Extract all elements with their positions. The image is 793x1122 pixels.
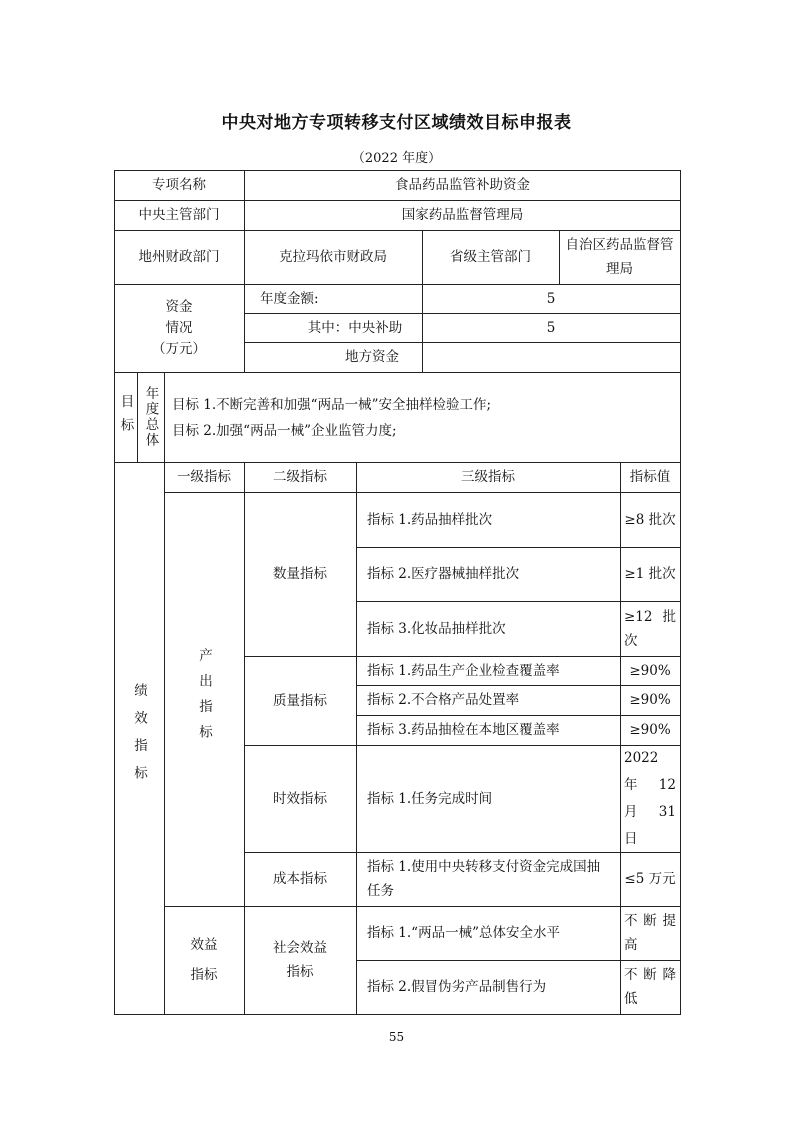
annual-amount-value: 5 [546, 290, 556, 307]
project-name-label: 专项名称 [152, 177, 206, 193]
central-dept-label: 中央主管部门 [138, 207, 220, 223]
perf-label: 绩效指标 [131, 683, 147, 793]
table-row-indicator: 指标 2.不合格产品处置率 [367, 692, 520, 708]
table-row-indicator: 指标 2.假冒伪劣产品制售行为 [367, 979, 547, 995]
table-row-value: ≤5 万元 [624, 871, 676, 887]
table-row-value: 2022 年 12 月 31 日 [624, 749, 676, 847]
funds-label: 资金 情况 （万元） [152, 298, 206, 357]
page-title: 中央对地方专项转移支付区域绩效目标申报表 [221, 113, 572, 133]
level2-cost: 成本指标 [273, 871, 327, 887]
goal-item: 目标 2.加强“两品一械”企业监管力度; [172, 423, 397, 439]
central-subsidy-label: 其中：中央补助 [307, 319, 403, 336]
table-row-indicator: 指标 1.药品生产企业检查覆盖率 [367, 662, 560, 679]
page-number: 55 [388, 1030, 405, 1044]
local-finance-label: 地州财政部门 [138, 249, 220, 265]
table-row-value: ≥90% [629, 722, 671, 738]
table-row-indicator: 指标 1.任务完成时间 [367, 790, 493, 807]
central-subsidy-value: 5 [546, 319, 556, 336]
table-row-value: ≥90% [629, 662, 671, 679]
provincial-dept-label: 省级主管部门 [450, 249, 531, 265]
table-row-indicator: 指标 1.药品抽样批次 [367, 511, 493, 528]
table-row-indicator: 指标 2.医疗器械抽样批次 [367, 566, 520, 582]
goals-label-inner: 年度总体 [142, 386, 159, 448]
table-row-value: ≥1 批次 [624, 566, 676, 582]
header-level3: 三级指标 [461, 469, 515, 485]
local-funds-label: 地方资金 [345, 349, 399, 365]
table-row-indicator: 指标 1.“两品一械”总体安全水平 [367, 925, 560, 941]
header-value: 指标值 [629, 469, 671, 485]
local-finance-value: 克拉玛依市财政局 [279, 249, 387, 265]
header-level1: 一级指标 [177, 469, 231, 485]
level2-timeliness: 时效指标 [273, 790, 327, 807]
table-row-value: ≥8 批次 [624, 511, 676, 528]
table-row-indicator: 指标 3.化妆品抽样批次 [367, 620, 506, 637]
annual-amount-label: 年度金额: [260, 290, 319, 307]
goal-item: 目标 1.不断完善和加强“两品一械”安全抽样检验工作; [172, 397, 492, 413]
goals-list [172, 392, 672, 444]
central-dept-value: 国家药品监督管理局 [401, 207, 524, 223]
provincial-dept-value: 自治区药品监督管理局 [565, 237, 674, 277]
table-row-indicator: 指标 3.药品抽检在本地区覆盖率 [367, 722, 560, 738]
table-row-value: 不断降低 [624, 967, 676, 1007]
table-row-value: ≥12 批次 [624, 608, 676, 649]
level1-benefit: 效益 指标 [190, 937, 218, 983]
level2-social-benefit: 社会效益 指标 [273, 940, 327, 980]
level2-quantity: 数量指标 [273, 566, 327, 582]
local-funds-value [422, 342, 680, 372]
level2-quality: 质量指标 [273, 692, 327, 709]
header-level2: 二级指标 [273, 469, 327, 485]
year-label: （2022 年度） [351, 151, 442, 166]
table-row-value: ≥90% [629, 692, 671, 708]
table-row-indicator: 指标 1.使用中央转移支付资金完成国抽任务 [367, 859, 601, 899]
project-name-value: 食品药品监管补助资金 [395, 177, 530, 193]
goals-label-outer: 目标 [117, 393, 134, 441]
level1-output: 产出指标 [196, 648, 212, 750]
table-row-value: 不断提高 [624, 913, 676, 953]
